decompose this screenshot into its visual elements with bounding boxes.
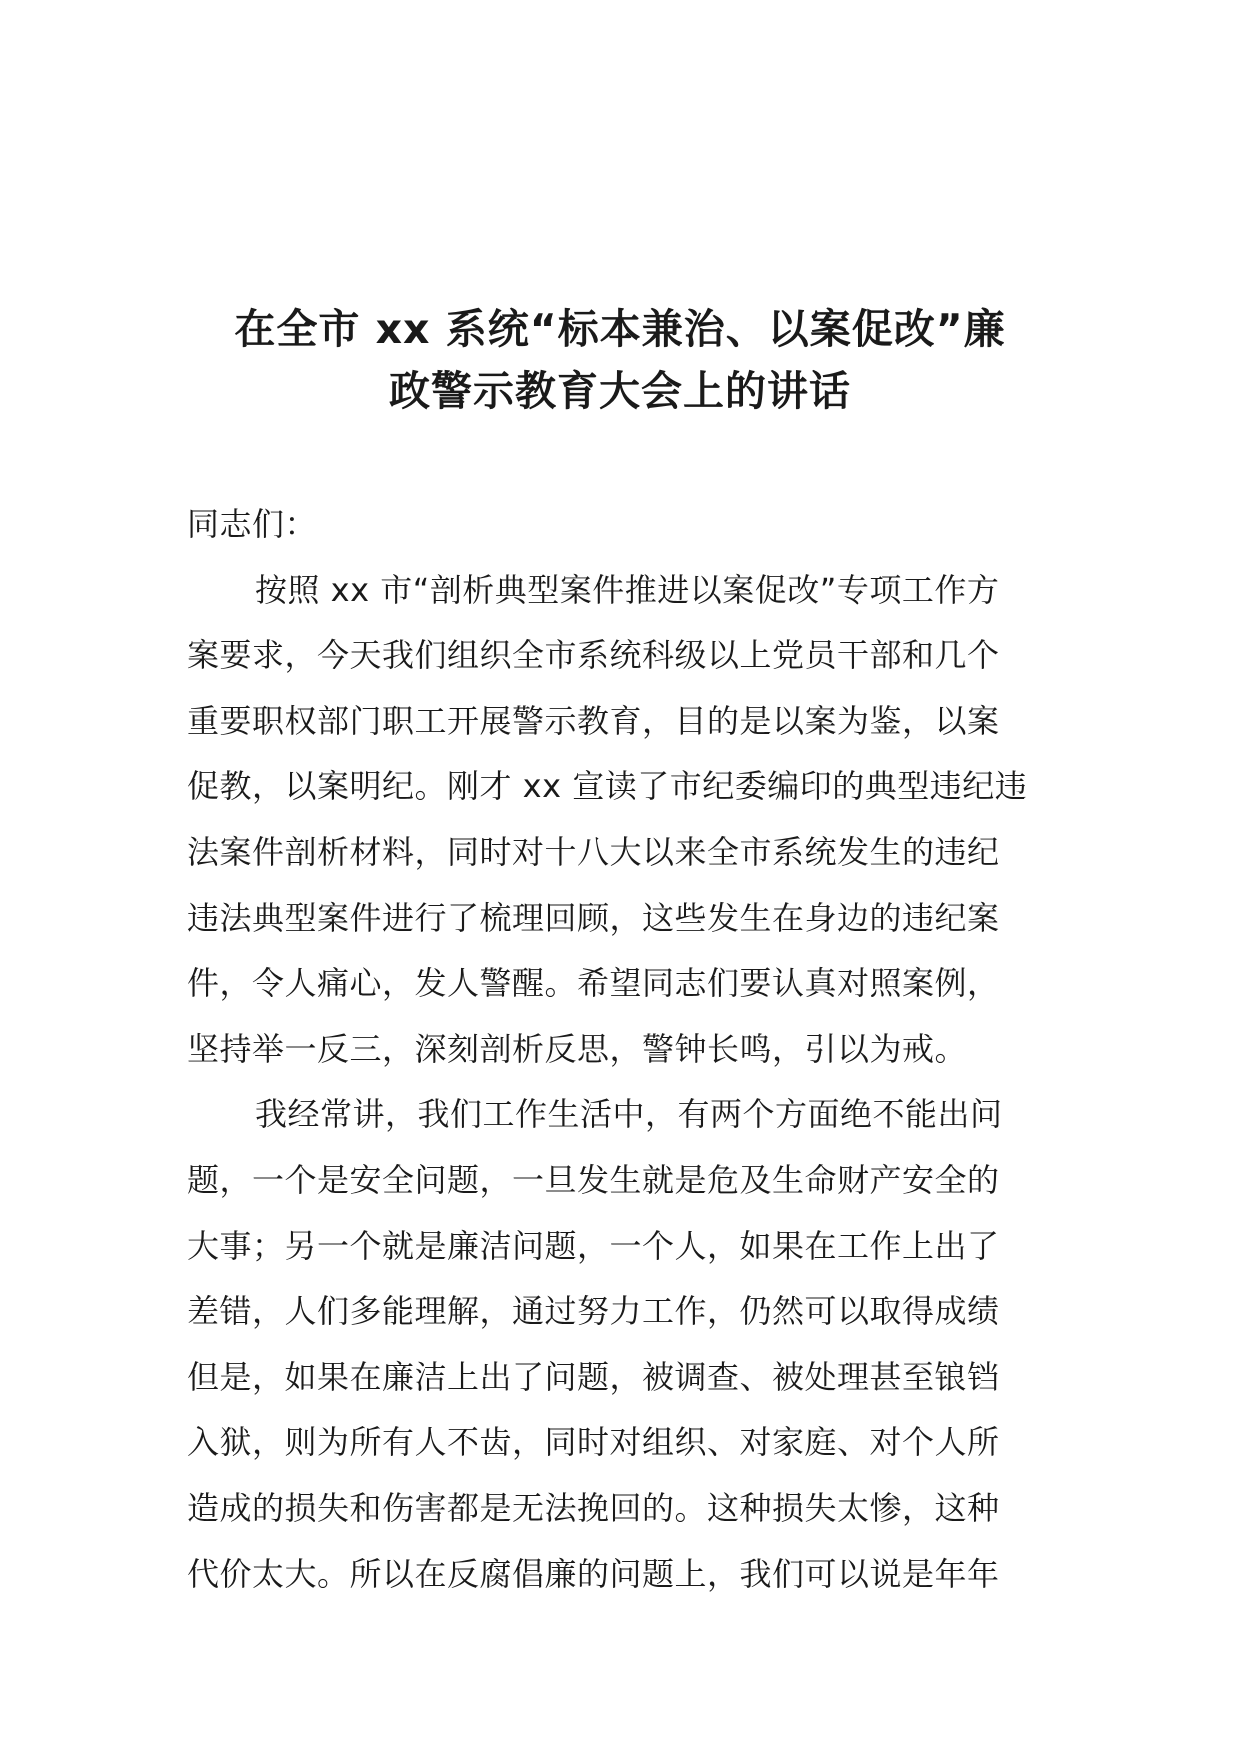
paragraph-line: 但是，如果在廉洁上出了问题，被调查、被处理甚至锒铛 [187, 1357, 1000, 1396]
paragraph-line: 法案件剖析材料，同时对十八大以来全市系统发生的违纪 [187, 832, 1000, 871]
paragraph-line: 大事；另一个就是廉洁问题，一个人，如果在工作上出了 [187, 1226, 1000, 1265]
paragraph-line: 入狱，则为所有人不齿，同时对组织、对家庭、对个人所 [187, 1423, 1000, 1462]
paragraph-line: 坚持举一反三，深刻剖析反思，警钟长鸣，引以为戒。 [187, 1029, 968, 1068]
paragraph-line: 重要职权部门职工开展警示教育，目的是以案为鉴，以案 [187, 701, 1000, 740]
salutation: 同志们： [187, 505, 318, 543]
paragraph-line: 代价太大。所以在反腐倡廉的问题上，我们可以说是年年 [187, 1554, 1000, 1593]
paragraph-line: 件，令人痛心，发人警醒。希望同志们要认真对照案例， [187, 964, 1000, 1003]
title-line: 政警示教育大会上的讲话 [389, 367, 851, 415]
document-title [160, 298, 1080, 422]
paragraph-line: 案要求，今天我们组织全市系统科级以上党员干部和几个 [187, 636, 1000, 675]
title-line: 在全市 xx 系统“标本兼治、以案促改”廉 [234, 305, 1006, 353]
paragraph-line: 题，一个是安全问题，一旦发生就是危及生命财产安全的 [187, 1160, 1000, 1199]
paragraph-line: 差错，人们多能理解，通过努力工作，仍然可以取得成绩 [187, 1292, 1000, 1331]
document-body [187, 492, 1067, 1607]
paragraph-line: 造成的损失和伤害都是无法挽回的。这种损失太惨，这种 [187, 1488, 1000, 1527]
paragraph-line: 违法典型案件进行了梳理回顾，这些发生在身边的违纪案 [187, 898, 1000, 937]
paragraph-line: 按照 xx 市“剖析典型案件推进以案促改”专项工作方 [255, 570, 1000, 609]
paragraph-line: 促教，以案明纪。刚才 xx 宣读了市纪委编印的典型违纪违 [187, 767, 1028, 806]
paragraph-line: 我经常讲，我们工作生活中，有两个方面绝不能出问 [255, 1095, 1003, 1134]
